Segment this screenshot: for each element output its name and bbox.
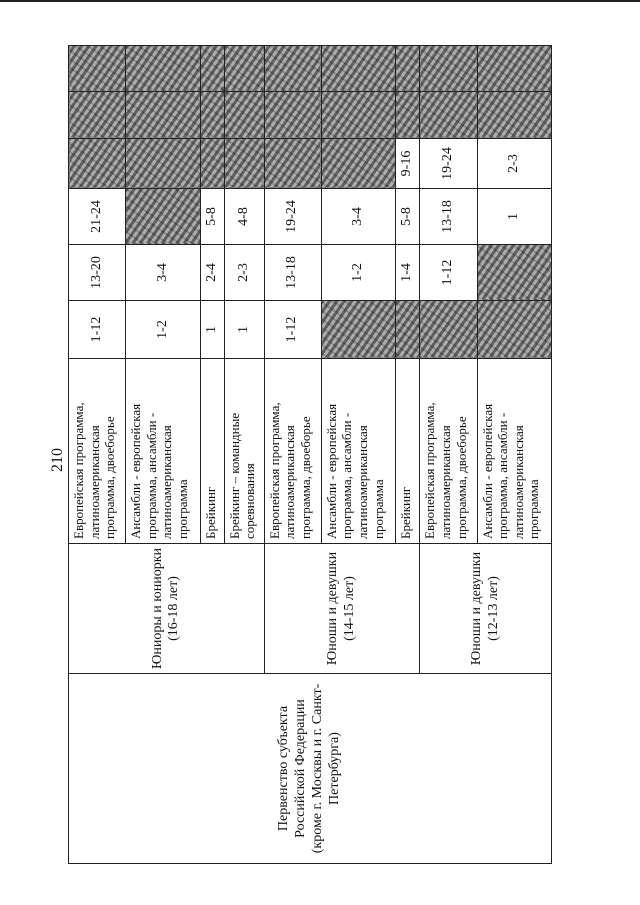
table-wrapper xyxy=(68,46,552,864)
place-cell: 1-2 xyxy=(321,245,395,301)
place-cell: 1-12 xyxy=(264,301,321,359)
shaded-cell xyxy=(420,301,477,359)
shaded-cell xyxy=(477,46,552,92)
program-name: Брейкинг xyxy=(396,359,420,544)
shaded-cell xyxy=(126,139,200,189)
program-name: Брейкинг – командные соревнования xyxy=(224,359,264,544)
shaded-cell xyxy=(477,245,552,301)
shaded-cell xyxy=(264,92,321,139)
place-cell: 4-8 xyxy=(224,189,264,245)
place-cell: 13-18 xyxy=(420,189,477,245)
shaded-cell xyxy=(126,92,200,139)
place-cell: 13-18 xyxy=(264,245,321,301)
shaded-cell xyxy=(321,301,395,359)
program-name: Ансамбли - европейская программа, ансамбли - латиноамериканская программа xyxy=(477,359,552,544)
program-name: Ансамбли - европейская программа, ансамбли - латиноамериканская программа xyxy=(321,359,395,544)
shaded-cell xyxy=(477,92,552,139)
shaded-cell xyxy=(264,46,321,92)
shaded-cell xyxy=(126,46,200,92)
competition-name: Первенство субъекта Российской Федерации (кроме г. Москвы и г. Санкт-Петербурга) xyxy=(69,674,552,864)
place-cell: 1-4 xyxy=(396,245,420,301)
age-group: Юноши и девушки (12-13 лет) xyxy=(420,544,552,674)
program-name: Европейская программа, латиноамериканская программа, двоеборье xyxy=(264,359,321,544)
program-name: Брейкинг xyxy=(200,359,224,544)
place-cell: 3-4 xyxy=(126,245,200,301)
place-cell: 13-20 xyxy=(69,245,126,301)
shaded-cell xyxy=(126,189,200,245)
program-name: Ансамбли - европейская программа, ансамбли - латиноамериканская программа xyxy=(126,359,200,544)
rotated-table-area xyxy=(68,46,552,864)
shaded-cell xyxy=(420,92,477,139)
shaded-cell xyxy=(396,46,420,92)
place-cell: 3-4 xyxy=(321,189,395,245)
shaded-cell xyxy=(200,92,224,139)
shaded-cell xyxy=(200,139,224,189)
place-cell: 1-12 xyxy=(420,245,477,301)
program-name: Европейская программа, латиноамериканская программа, двоеборье xyxy=(420,359,477,544)
age-group: Юниоры и юниорки (16-18 лет) xyxy=(69,544,265,674)
place-cell: 5-8 xyxy=(396,189,420,245)
shaded-cell xyxy=(420,46,477,92)
place-cell: 1 xyxy=(200,301,224,359)
place-cell: 1-12 xyxy=(69,301,126,359)
shaded-cell xyxy=(224,92,264,139)
shaded-cell xyxy=(477,301,552,359)
age-group: Юноши и девушки (14-15 лет) xyxy=(264,544,420,674)
shaded-cell xyxy=(321,139,395,189)
shaded-cell xyxy=(69,139,126,189)
place-cell: 9-16 xyxy=(396,139,420,189)
place-cell: 2-3 xyxy=(224,245,264,301)
shaded-cell xyxy=(200,46,224,92)
place-cell: 2-3 xyxy=(477,139,552,189)
place-cell: 19-24 xyxy=(264,189,321,245)
shaded-cell xyxy=(321,46,395,92)
place-cell: 21-24 xyxy=(69,189,126,245)
place-cell: 1 xyxy=(224,301,264,359)
place-cell: 2-4 xyxy=(200,245,224,301)
table-row xyxy=(69,46,126,864)
program-name: Европейская программа, латиноамериканская программа, двоеборье xyxy=(69,359,126,544)
shaded-cell xyxy=(69,46,126,92)
shaded-cell xyxy=(224,46,264,92)
place-cell: 19-24 xyxy=(420,139,477,189)
shaded-cell xyxy=(69,92,126,139)
shaded-cell xyxy=(396,92,420,139)
shaded-cell xyxy=(264,139,321,189)
shaded-cell xyxy=(396,301,420,359)
shaded-cell xyxy=(224,139,264,189)
table-body xyxy=(69,46,552,864)
ranking-table xyxy=(68,45,552,864)
place-cell: 1-2 xyxy=(126,301,200,359)
shaded-cell xyxy=(321,92,395,139)
page-number: 210 xyxy=(49,448,66,472)
place-cell: 1 xyxy=(477,189,552,245)
place-cell: 5-8 xyxy=(200,189,224,245)
